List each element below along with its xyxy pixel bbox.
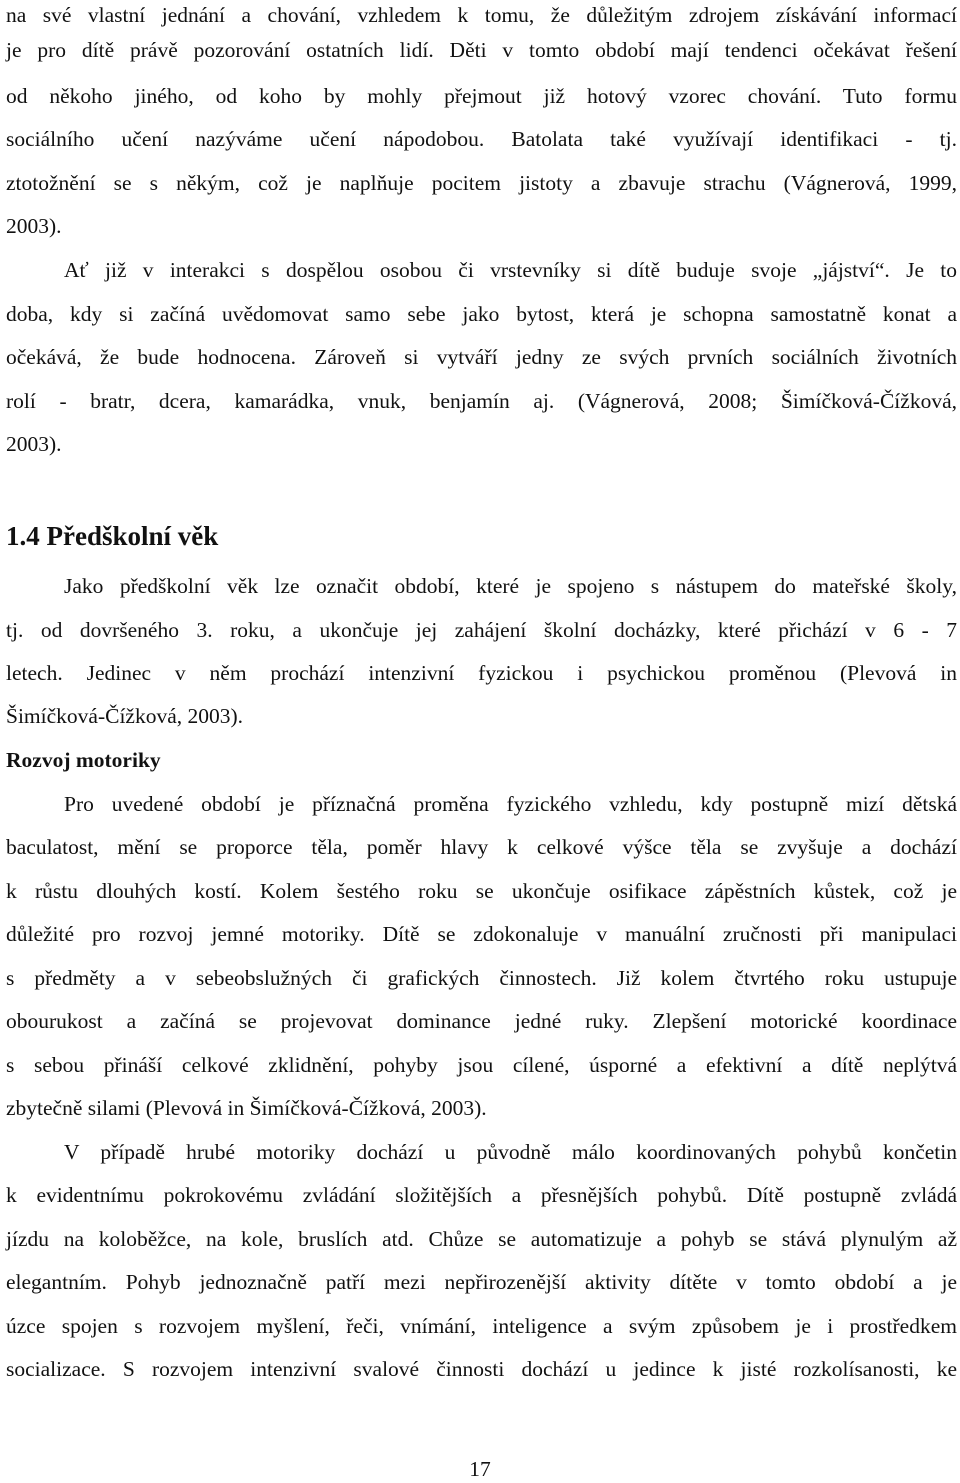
text-line: tj. od dovršeného 3. roku, a ukončuje jej zahájení školní docházky, které přichází v 6 - 7 [6, 618, 957, 642]
text-line: letech. Jedinec v něm prochází intenzivní fyzickou i psychickou proměnou (Plevová in [6, 661, 957, 685]
text-line: ztotožnění se s někým, což je naplňuje pocitem jistoty a zbavuje strachu (Vágnerová, 1999, [6, 171, 957, 195]
text-line: obourukost a začíná se projevovat dominance jedné ruky. Zlepšení motorické koordinace [6, 1009, 957, 1033]
text-line: V případě hrubé motoriky dochází u původně málo koordinovaných pohybů končetin [64, 1140, 957, 1164]
text-line: elegantním. Pohyb jednoznačně patří mezi nepřirozenější aktivity dítěte v tomto období a je [6, 1270, 957, 1294]
text-line: na své vlastní jednání a chování, vzhledem k tomu, že důležitým zdrojem získávání informací [6, 3, 957, 27]
text-line: Šimíčková-Čížková, 2003). [6, 704, 244, 728]
text-line: 2003). [6, 214, 62, 238]
text-line: je pro dítě právě pozorování ostatních lidí. Děti v tomto období mají tendenci očekávat řešení [6, 38, 957, 62]
text-line: rolí - bratr, dcera, kamarádka, vnuk, benjamín aj. (Vágnerová, 2008; Šimíčková-Čížková, [6, 389, 957, 413]
text-line: zbytečně silami (Plevová in Šimíčková-Čížková, 2003). [6, 1096, 487, 1120]
text-line: jízdu na koloběžce, na kole, bruslích atd. Chůze se automatizuje a pohyb se stává plynulým až [6, 1227, 957, 1251]
section-heading: 1.4 Předškolní věk [6, 521, 219, 551]
text-line: od někoho jiného, od koho by mohly přejmout již hotový vzorec chování. Tuto formu [6, 84, 957, 108]
text-line: baculatost, mění se proporce těla, poměr hlavy k celkové výšce těla se zvyšuje a dochází [6, 835, 957, 859]
text-line: k růstu dlouhých kostí. Kolem šestého roku se ukončuje osifikace zápěstních kůstek, což je [6, 879, 957, 903]
text-line: sociálního učení nazýváme učení nápodobou. Batolata také využívají identifikaci - tj. [6, 127, 957, 151]
page-number: 17 [469, 1457, 491, 1481]
text-line: socializace. S rozvojem intenzivní svalové činnosti dochází u jedince k jisté rozkolísanosti, ke [6, 1357, 957, 1381]
text-line: k evidentnímu pokrokovému zvládání složitějších a přesnějších pohybů. Dítě postupně zvládá [6, 1183, 957, 1207]
text-line: úzce spojen s rozvojem myšlení, řeči, vnímání, inteligence a svým způsobem je i prostředkem [6, 1314, 957, 1338]
text-line: s předměty a v sebeobslužných či grafických činnostech. Již kolem čtvrtého roku ustupuje [6, 966, 957, 990]
text-line: 2003). [6, 432, 62, 456]
subheading: Rozvoj motoriky [6, 748, 161, 772]
text-line: s sebou přináší celkové zklidnění, pohyby jsou cílené, úsporné a efektivní a dítě neplýtvá [6, 1053, 957, 1077]
text-line: důležité pro rozvoj jemné motoriky. Dítě se zdokonaluje v manuální zručnosti při manipulaci [6, 922, 957, 946]
text-line: Jako předškolní věk lze označit období, které je spojeno s nástupem do mateřské školy, [64, 574, 957, 598]
text-line: očekává, že bude hodnocena. Zároveň si vytváří jedny ze svých prvních sociálních životních [6, 345, 957, 369]
text-line: Pro uvedené období je příznačná proměna fyzického vzhledu, kdy postupně mizí dětská [64, 792, 957, 816]
text-line: Ať již v interakci s dospělou osobou či vrstevníky si dítě buduje svoje „jájství“. Je to [64, 258, 957, 282]
text-line: doba, kdy si začíná uvědomovat samo sebe jako bytost, která je schopna samostatně konat a [6, 302, 957, 326]
